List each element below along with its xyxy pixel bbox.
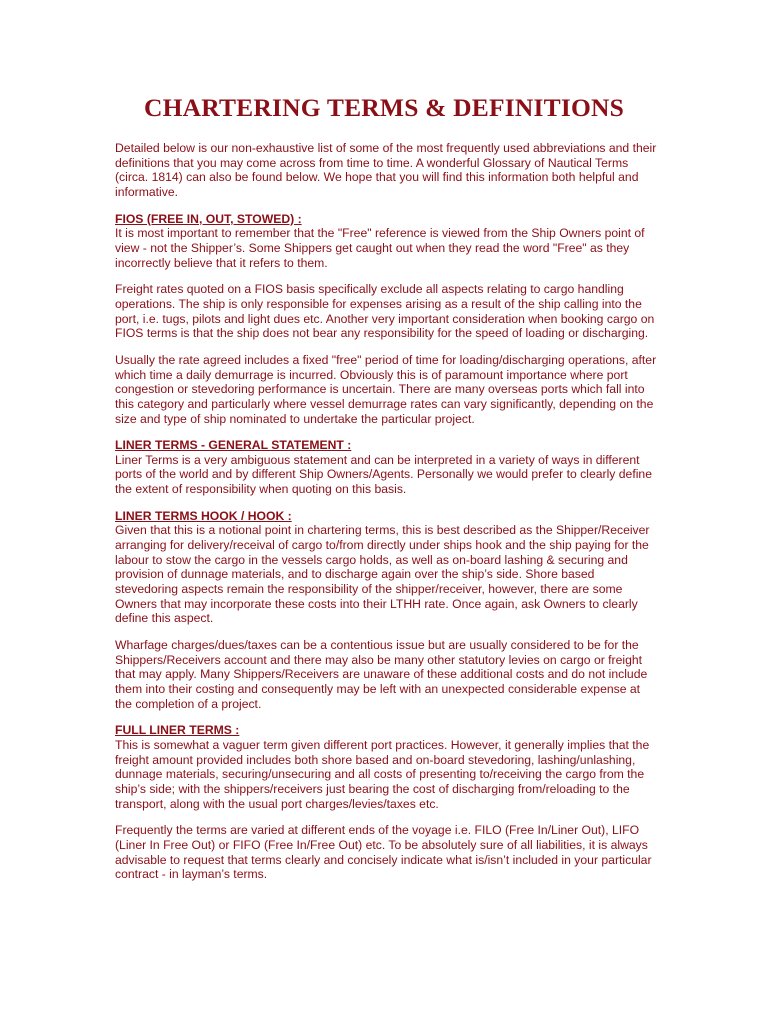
section-heading-liner-general: LINER TERMS - GENERAL STATEMENT : xyxy=(115,438,352,453)
section-fios xyxy=(115,212,660,427)
document-body xyxy=(115,141,660,882)
section-liner-hook xyxy=(115,509,660,712)
full-liner-paragraph-1: This is somewhat a vaguer term given different port practices. However, it generally implies that the freight amount provided includes both shore based and on-board stevedoring, lashing/unlashing, dunnage materials, securing/unsecuring and all costs of presenting to/receiving the cargo from the ship’s side; with the shippers/receivers just bearing the cost of discharging from/reloading to the transport, along with the usual port charges/levies/taxes etc. xyxy=(115,737,650,811)
fios-paragraph-3: Usually the rate agreed includes a fixed "free" period of time for loading/discharging operations, after which time a daily demurrage is incurred. Obviously this is of paramount importance where port congestion or stevedoring performance is uncertain. There are many overseas ports which fall into this category and particularly where vessel demurrage rates can vary significantly, depending on the size and type of ship nominated to undertake the particular project. xyxy=(115,352,657,426)
liner-hook-paragraph-2: Wharfage charges/dues/taxes can be a contentious issue but are usually considered to be for the Shippers/Receivers account and there may also be many other statutory levies on cargo or freight that may apply. Many Shippers/Receivers are unaware of these additional costs and do not include them into their costing and consequently may be left with an unexpected considerable expense at the completion of a project. xyxy=(115,638,648,711)
fios-paragraph-2: Freight rates quoted on a FIOS basis specifically exclude all aspects relating to cargo handling operations. The ship is only responsible for expenses arising as a result of the ship calling into the port, i.e. tugs, pilots and light dues etc. Another very important consideration when booking cargo on FIOS terms is that the ship does not bear any responsibility for the speed of loading or discharging. xyxy=(115,282,655,341)
section-full-liner xyxy=(115,723,660,882)
section-liner-general xyxy=(115,438,660,497)
full-liner-paragraph-2: Frequently the terms are varied at different ends of the voyage i.e. FILO (Free In/Liner Out), LIFO (Liner In Free Out) or FIFO (Free In/Free Out) etc. To be absolutely sure of all liabilities, it is always advisable to request that terms clearly and concisely indicate what is/isn’t included in your particular contract - in layman’s terms. xyxy=(115,823,652,882)
page-title: CHARTERING TERMS & DEFINITIONS xyxy=(143,93,624,122)
liner-hook-paragraph-1: Given that this is a notional point in chartering terms, this is best described as the Shipper/Receiver arranging for delivery/receival of cargo to/from directly under ships hook and the ship paying for the labour to stow the cargo in the vessels cargo holds, as well as on-board lashing & securing and provision of dunnage materials, and to discharge again over the ship’s side. Shore based stevedoring aspects remain the responsibility of the shipper/receiver, however, there are some Owners that may incorporate these costs into their LTHH rate. Once again, ask Owners to clearly define this aspect. xyxy=(115,523,650,626)
fios-paragraph-1: It is most important to remember that the "Free" reference is viewed from the Ship Owners point of view - not the Shipper’s. Some Shippers get caught out when they read the word "Free" as they incorrectly believe that it refers to them. xyxy=(115,226,645,270)
section-heading-fios: FIOS (FREE IN, OUT, STOWED) : xyxy=(115,211,302,226)
liner-general-paragraph-1: Liner Terms is a very ambiguous statement and can be interpreted in a variety of ways in different ports of the world and by different Ship Owners/Agents. Personally we would prefer to clearly define the extent of responsibility when quoting on this basis. xyxy=(115,452,652,497)
section-heading-full-liner: FULL LINER TERMS : xyxy=(115,723,240,738)
section-heading-liner-hook: LINER TERMS HOOK / HOOK : xyxy=(115,508,292,523)
intro-paragraph: Detailed below is our non-exhaustive list of some of the most frequently used abbreviations and their definitions that you may come across from time to time. A wonderful Glossary of Nautical Terms (circa. 1814) can also be found below. We hope that you will find this information both helpful and informative. xyxy=(115,141,657,199)
